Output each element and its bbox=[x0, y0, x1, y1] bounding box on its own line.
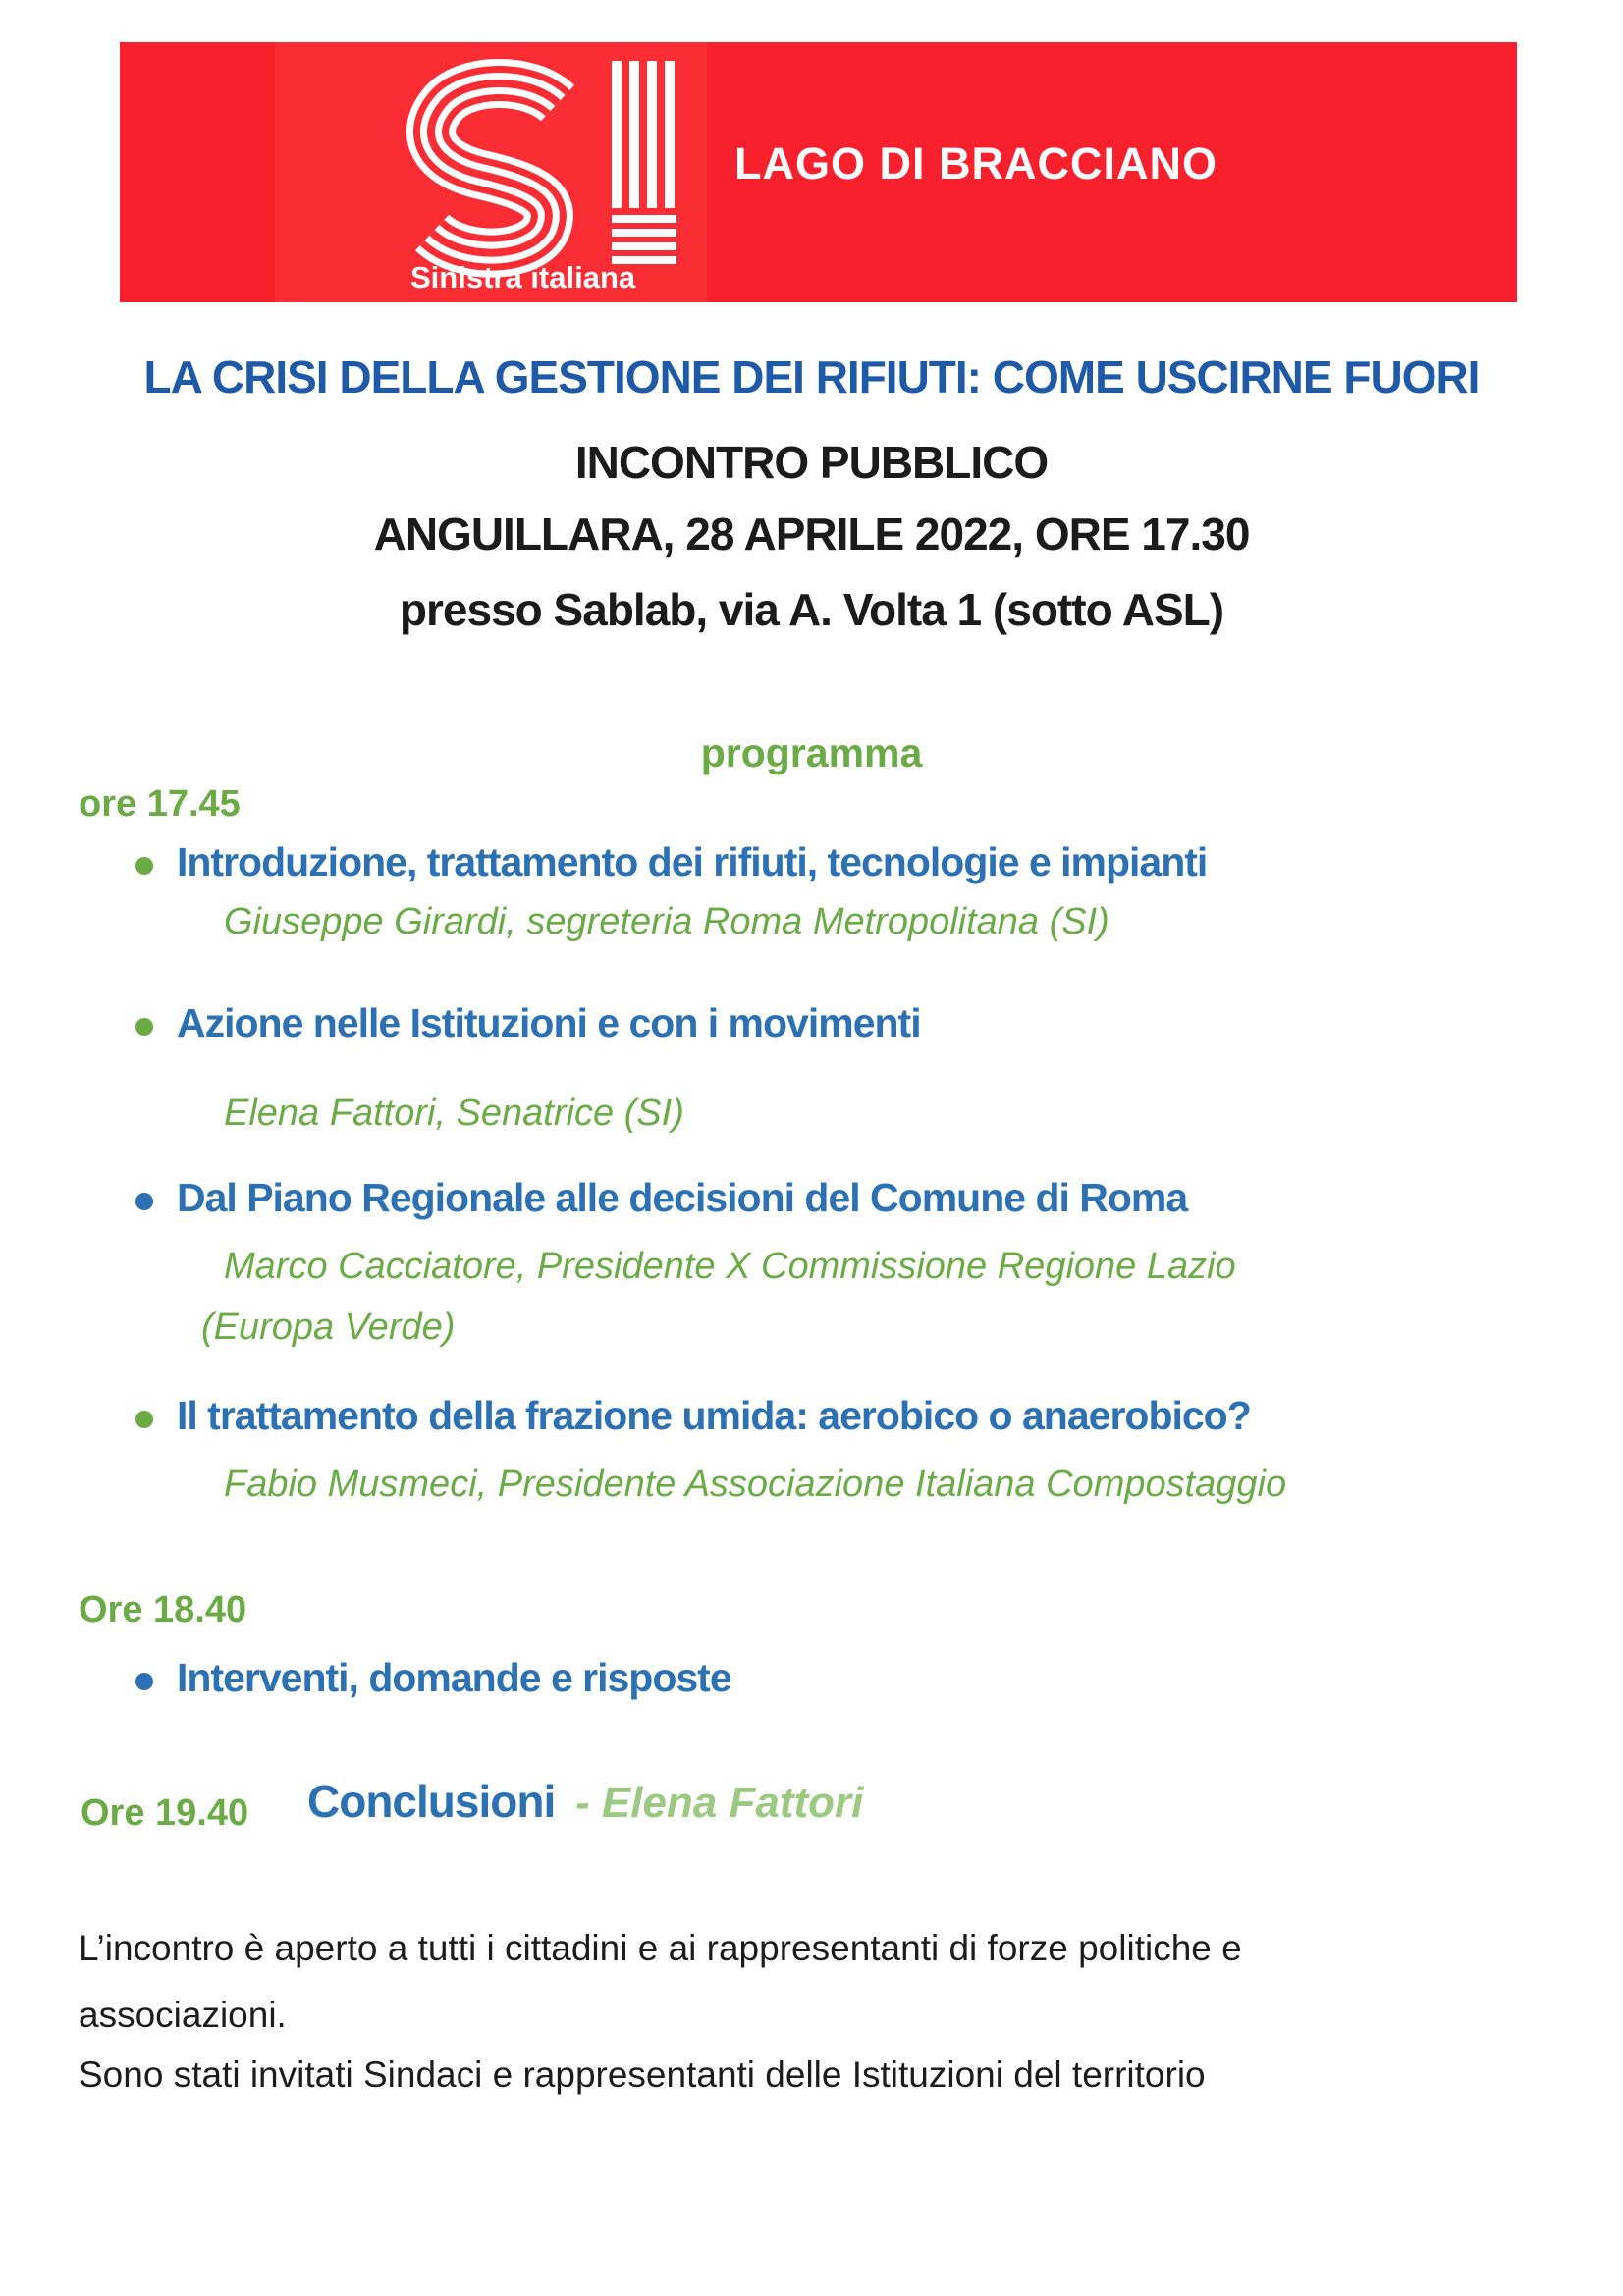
program-item-speaker: Fabio Musmeci, Presidente Associazione Italiana Compostaggio bbox=[224, 1464, 1287, 1505]
footer-text-line: Sono stati invitati Sindaci e rappresentanti delle Istituzioni del territorio bbox=[79, 2055, 1206, 2095]
program-item-speaker: Elena Fattori, Senatrice (SI) bbox=[224, 1093, 684, 1134]
program-item-speaker-line2: (Europa Verde) bbox=[201, 1307, 456, 1348]
conclusion-label: Conclusioni bbox=[307, 1776, 556, 1827]
program-item-speaker: Marco Cacciatore, Presidente X Commissione Regione Lazio bbox=[224, 1246, 1236, 1287]
banner bbox=[120, 42, 1517, 302]
sinistra-italiana-logo bbox=[275, 42, 707, 302]
time-label-1745: ore 17.45 bbox=[79, 783, 241, 825]
program-item-speaker: Giuseppe Girardi, segreteria Roma Metropolitana (SI) bbox=[224, 901, 1109, 942]
bullet-icon bbox=[135, 1018, 153, 1036]
bullet-icon bbox=[135, 1673, 153, 1690]
program-item-title: Introduzione, trattamento dei rifiuti, tecnologie e impianti bbox=[177, 839, 1208, 884]
program-heading: programma bbox=[700, 730, 923, 775]
bullet-icon bbox=[135, 1411, 153, 1428]
program-item-title: Interventi, domande e risposte bbox=[177, 1655, 731, 1700]
conclusion-speaker: - Elena Fattori bbox=[575, 1779, 864, 1827]
bullet-icon bbox=[135, 857, 153, 875]
page-title: LA CRISI DELLA GESTIONE DEI RIFIUTI: COME USCIRNE FUORI bbox=[143, 351, 1480, 402]
logo-wordmark: Sinistra italiana bbox=[410, 260, 636, 294]
footer-text-line: L’incontro è aperto a tutti i cittadini e ai rappresentanti di forze politiche e bbox=[79, 1928, 1242, 1968]
time-label-1940: Ore 19.40 bbox=[81, 1792, 249, 1834]
time-label-1840: Ore 18.40 bbox=[79, 1589, 247, 1630]
program-item-title: Azione nelle Istituzioni e con i movimenti bbox=[177, 1000, 921, 1045]
event-venue: presso Sablab, via A. Volta 1 (sotto ASL) bbox=[399, 584, 1224, 635]
event-date: ANGUILLARA, 28 APRILE 2022, ORE 17.30 bbox=[373, 508, 1250, 560]
bullet-icon bbox=[135, 1193, 153, 1210]
region-label: LAGO DI BRACCIANO bbox=[734, 138, 1217, 188]
program-item-title: Il trattamento della frazione umida: aerobico o anaerobico? bbox=[177, 1393, 1251, 1438]
program-item-title: Dal Piano Regionale alle decisioni del Comune di Roma bbox=[177, 1175, 1188, 1220]
page-subtitle: INCONTRO PUBBLICO bbox=[574, 437, 1049, 488]
footer-text-line: associazioni. bbox=[79, 1995, 287, 2035]
